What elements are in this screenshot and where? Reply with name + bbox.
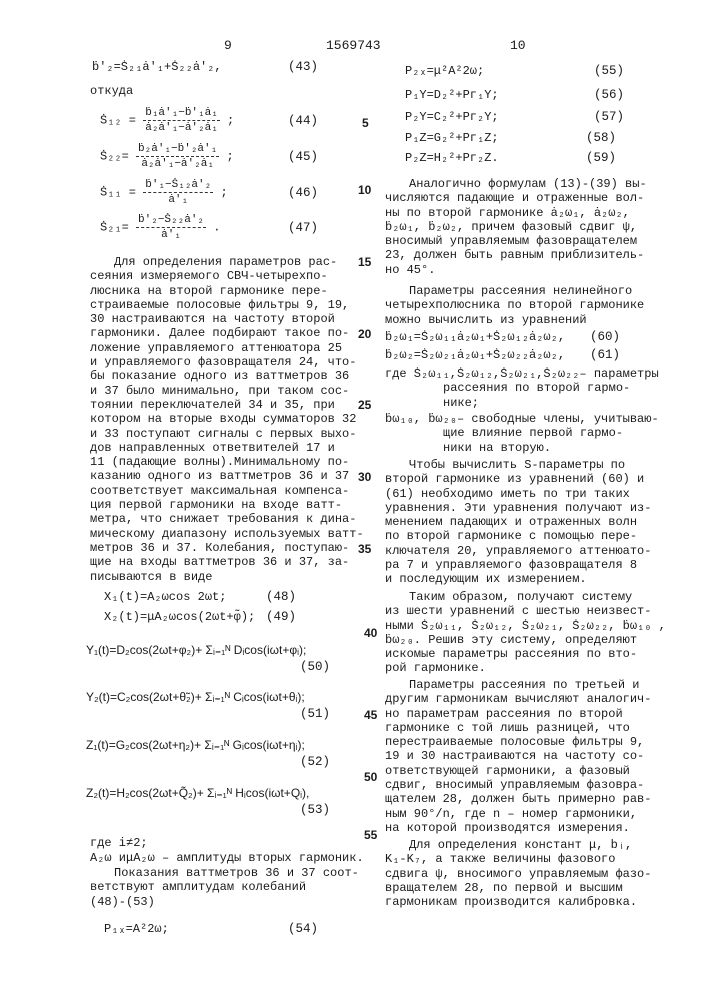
equation-50: Y₁(t)=D₂cos(2ωt+φ₂)+ Σᵢ₌₁ᴺ Dᵢcos(iωt+φᵢ); [86,643,306,658]
text-line: 11 (падающие волны).Минимальному по- [90,455,364,469]
numerator: ḃ′₁−Ṡ₁₂ȧ′₂ [143,178,213,193]
equation-number: (59) [586,151,616,165]
definition-block [385,412,659,455]
equation-number: (43) [288,60,318,74]
numerator: ḃ′₂−Ṡ₂₂ȧ′₂ [136,213,206,228]
text-line: менением падающих и отраженных волн [385,515,651,529]
text-line: можно вычислить из уравнений [385,313,644,327]
denominator: ȧ′₁ [168,193,188,207]
line-number: 5 [362,116,369,130]
equation-55: P₂ₓ=μ²A²2ω; [405,64,484,78]
definition-text: A₂ω иμA₂ω – амплитуды вторых гармоник. [90,851,364,865]
equation-number: (49) [266,610,296,624]
text-line: но 45°. [385,263,647,277]
equation-number: (48) [266,590,296,604]
text-line: ветствуют амплитудам колебаний [90,880,359,894]
equation-43: ḃ′₂=Ṡ₂₁ȧ′₁+Ṡ₂₂ȧ′₂, [92,60,222,74]
equation-52: Z₁(t)=G₂cos(2ωt+η₂)+ Σᵢ₌₁ᴺ Gᵢcos(iωt+ηᵢ); [86,738,305,753]
page-number-left: 9 [224,38,232,53]
text-line: Параметры рассеяния по третьей и [385,678,651,692]
text-line: люсника на второй гармонике пере- [90,284,364,298]
text-line: гармоникам производится калибровка. [385,895,651,909]
text-line: ложение управляемого аттенюатора 25 [90,341,364,355]
text-line: дов направленных ответвителей 17 и [90,441,364,455]
paragraph [385,458,651,587]
fraction [143,106,220,135]
equation-number: (45) [288,150,318,164]
text-line: Таким образом, получают систему [385,590,666,604]
text-line: числяются падающие и отраженные вол- [385,191,647,205]
text-line: ным 90°/n, где n – номер гармоники, [385,807,651,821]
equation-48: X₁(t)=A₂ωcos 2ωt; [104,590,226,604]
text-line: и 33 поступают сигналы с первых выхо- [90,427,364,441]
equation-59: P₂Z=H₂²+Pг₂Z. [405,151,499,165]
equation-number: (58) [586,131,616,145]
condition-text: где i≠2; [90,836,148,850]
text-line: (48)-(53) [90,895,359,909]
text-line: по второй гармонике с помощью пере- [385,529,651,543]
numerator: ḃ₂ȧ′₁−ḃ′₂ȧ′₁ [136,142,219,157]
text-line: ция первой гармоники на входе ватт- [90,498,364,512]
text-line: ḃ₂ω₁, ḃ₂ω₂, причем фазовый сдвиг ψ, [385,220,647,234]
text-line: сдвига ψ, вносимого управляемым фазо- [385,867,651,881]
text-line: сдвиг, вносимый управляемым фазовра- [385,778,651,792]
text-line: ны по второй гармонике ȧ₂ω₁, ȧ₂ω₂, [385,206,647,220]
text-line: и управляемого фазовращателя 24, что- [90,355,364,369]
paragraph [385,284,644,327]
equation-49: X₂(t)=μA₂ωcos(2ωt+φ̃); [104,610,255,624]
connector-text: откуда [90,84,133,98]
text-line: Для определения констант μ, bᵢ, [385,838,651,852]
fraction [143,178,213,207]
equation-number: (54) [288,922,318,936]
text-line: мическому диапазону используемых ватт- [90,527,364,541]
paragraph [90,255,364,584]
equation-number: (46) [288,186,318,200]
equation-lhs: Ṡ₁₂ = [100,114,136,128]
text-line: щие на входы ваттметров 36 и 37, за- [90,555,364,569]
patent-number: 1569743 [326,38,381,53]
text-line: метров 36 и 37. Колебания, поступаю- [90,541,364,555]
equation-54: P₁ₓ=A²2ω; [104,922,169,936]
equation-tail: ; [220,186,227,200]
text-line: рассеяния по второй гармо- [385,381,659,395]
text-line: ра 7 и управляемого фазовращателя 8 [385,558,651,572]
text-line: тоянии переключателей 34 и 35, при [90,398,364,412]
equation-tail: ; [226,150,233,164]
equation-lhs: Ṡ₁₁ = [100,186,136,200]
equation-number: (47) [288,221,318,235]
text-line: казанию одного из ваттметров 36 и 37 [90,469,364,483]
text-line: гармоники. Далее подбирают такое по- [90,326,364,340]
denominator: ȧ′₁ [161,228,181,242]
paragraph [385,590,666,676]
equation-number: (44) [288,114,318,128]
text-line: щателем 28, должен быть примерно рав- [385,792,651,806]
text-line: четырехполюсника по второй гармонике [385,298,644,312]
text-line: другим гармоникам вычисляют аналогич- [385,692,651,706]
equation-47 [100,213,220,242]
text-line: ники на вторую. [385,441,659,455]
equation-51: Y₂(t)=C₂cos(2ωt+θ̃₂)+ Σᵢ₌₁ᴺ Cᵢcos(iωt+θᵢ); [86,690,305,705]
text-line: и 37 было минимально, при таком сос- [90,384,364,398]
text-line: нике; [385,396,659,410]
equation-lhs: Ṡ₂₂= [100,150,129,164]
text-line: Чтобы вычислить S-параметры по [385,458,651,472]
line-number: 30 [358,470,371,484]
text-line: котором на вторые входы сумматоров 32 [90,412,364,426]
text-line: вращателем 28, по первой и высшим [385,881,651,895]
equation-56: P₁Y=D₂²+Pг₁Y; [405,88,499,102]
text-line: искомые параметры рассеяния по вто- [385,647,666,661]
equation-53: Z₂(t)=H₂cos(2ωt+Q̃₂)+ Σᵢ₌₁ᴺ Hᵢcos(iωt+Qᵢ), [86,786,309,801]
page-number-right: 10 [510,38,526,53]
equation-number: (52) [300,755,330,769]
text-line: ḃω₂₀. Решив эту систему, определяют [385,633,666,647]
equation-61: ḃ₂ω₂=Ṡ₂ω₂₁ȧ₂ω₁+Ṡ₂ω₂₂ȧ₂ω₂, [385,348,565,362]
text-line: 23, должен быть равным приблизитель- [385,248,647,262]
equation-45 [100,142,234,171]
fraction [136,142,219,171]
definition-block [385,367,659,410]
text-line: на которой производятся измерения. [385,821,651,835]
text-line: Аналогично формулам (13)-(39) вы- [385,177,647,191]
text-line: соответствует максимальная компенса- [90,484,364,498]
fraction [136,213,206,242]
line-number: 35 [358,542,371,556]
text-line: метра, что снижает требования к дина- [90,512,364,526]
text-line: вносимый управляемым фазовращателем [385,234,647,248]
text-line: гармонике с той лишь разницей, что [385,721,651,735]
text-line: (61) необходимо иметь по три таких [385,487,651,501]
text-line: из шести уравнений с шестью неизвест- [385,604,666,618]
line-number: 10 [358,183,371,197]
text-line: 30 настраиваются на частоту второй [90,312,364,326]
text-line: страиваемые полосовые фильтры 9, 19, [90,298,364,312]
line-number: 45 [364,708,377,722]
line-number: 20 [358,327,371,341]
paragraph [90,866,359,909]
equation-lhs: Ṡ₂₁= [100,221,129,235]
text-line: Параметры рассеяния нелинейного [385,284,644,298]
equation-46 [100,178,228,207]
text-line: писываются в виде [90,570,364,584]
line-number: 15 [358,255,371,269]
equation-number: (57) [594,110,624,124]
text-line: ключателя 20, управляемого аттенюато- [385,544,651,558]
denominator: ȧ₂ȧ′₁−ȧ′₂ȧ₁ [145,121,218,135]
text-line: ответствующей гармоники, а фазовый [385,764,651,778]
text-line: и последующим их измерением. [385,572,651,586]
text-line: уравнения. Эти уравнения получают из- [385,501,651,515]
text-line: Для определения параметров рас- [90,255,364,269]
equation-57: P₂Y=C₂²+Pг₂Y; [405,110,499,124]
equation-tail: . [213,221,220,235]
denominator: ȧ₂ȧ′₁−ȧ′₂ȧ₁ [141,157,214,171]
text-line: рой гармонике. [385,661,666,675]
text-line: где Ṡ₂ω₁₁,Ṡ₂ω₁₂,Ṡ₂ω₂₁,Ṡ₂ω₂₂– параметры [385,367,659,381]
equation-number: (60) [590,330,620,344]
text-line: ḃω₁₀, ḃω₂₀– свободные члены, учитываю- [385,412,659,426]
equation-number: (53) [300,803,330,817]
equation-number: (51) [300,707,330,721]
text-line: 19 и 30 настраиваются на частоту со- [385,749,651,763]
text-line: K₁-K₇, а также величины фазового [385,852,651,866]
text-line: перестраиваемые полосовые фильтры 9, [385,735,651,749]
equation-tail: ; [227,114,234,128]
text-line: ными Ṡ₂ω₁₁, Ṡ₂ω₁₂, Ṡ₂ω₂₁, Ṡ₂ω₂₂, ḃω₁₀ , [385,619,666,633]
text-line: Показания ваттметров 36 и 37 соот- [90,866,359,880]
line-number: 50 [364,770,377,784]
paragraph [385,678,651,835]
equation-44 [100,106,234,135]
equation-number: (55) [594,64,624,78]
line-number: 25 [358,398,371,412]
text-line: второй гармонике из уравнений (60) и [385,472,651,486]
text-line: бы показание одного из ваттметров 36 [90,369,364,383]
numerator: ḃ₁ȧ′₁−ḃ′₁ȧ₁ [143,106,220,121]
text-line: щие влияние первой гармо- [385,426,659,440]
text-line: но параметрам рассеяния по второй [385,707,651,721]
text-line: сеяния измеряемого СВЧ-четырехпо- [90,269,364,283]
paragraph [385,838,651,909]
line-number: 55 [364,828,377,842]
equation-60: ḃ₂ω₁=Ṡ₂ω₁₁ȧ₂ω₁+Ṡ₂ω₁₂ȧ₂ω₂, [385,330,565,344]
equation-number: (61) [590,348,620,362]
equation-58: P₁Z=G₂²+Pг₁Z; [405,131,499,145]
line-number: 40 [364,626,377,640]
paragraph [385,177,647,277]
equation-number: (56) [594,88,624,102]
equation-number: (50) [300,660,330,674]
